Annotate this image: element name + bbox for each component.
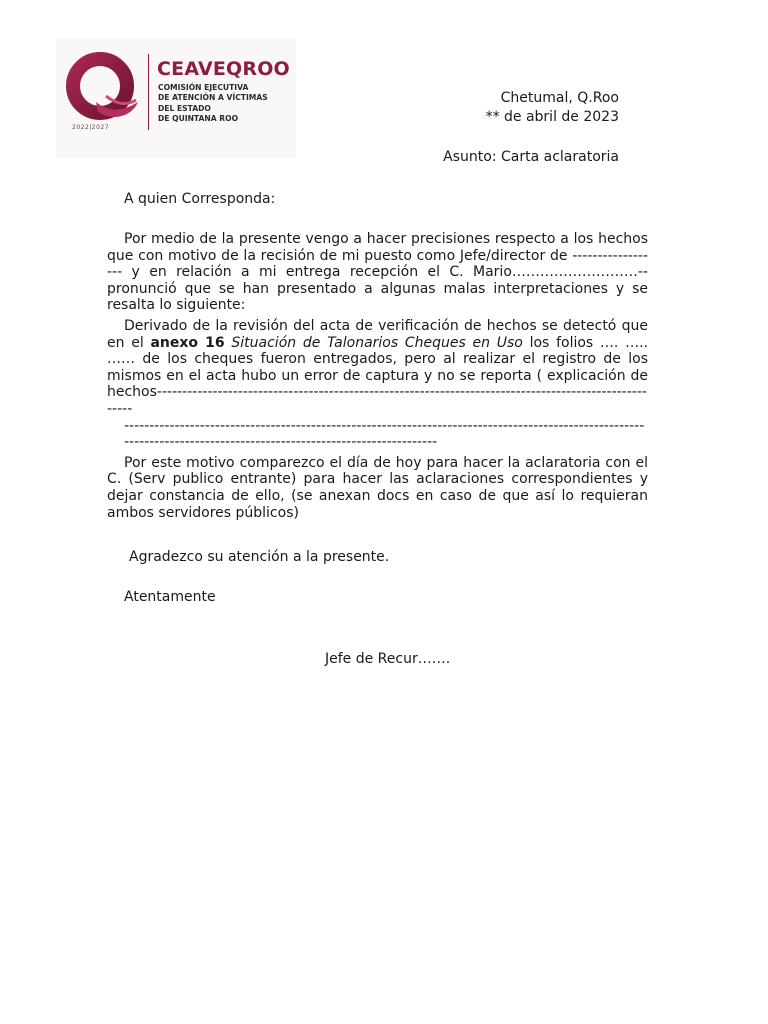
agency-logo [56,38,296,158]
paragraph-1: Por medio de la presente vengo a hacer precisiones respecto a los hechos que con motivo de la recisión de mi puesto como Jefe/director de ------------------ y en relación a mi entrega recepción el C. Mario………………………-- pronunció que se han presentado a algunas malas interpretaciones y se resalta lo siguiente: [107,231,648,314]
logo-subtitle-line: COMISIÓN EJECUTIVA [158,83,249,92]
logo-name: CEAVEQROO [157,58,290,80]
paragraph-3: Por este motivo comparezco el día de hoy para hacer la aclaratoria con el C. (Serv publico entrante) para hacer las aclaraciones correspondientes y dejar constancia de ello, (se anexan docs en caso de que así lo requieran ambos servidores públicos) [107,454,648,521]
logo-years: 2022|2027 [72,124,110,131]
thanks-line: Agradezco su atención a la presente. [129,549,390,565]
annex-title: Situación de Talonarios Cheques en Uso [231,334,523,351]
paragraph-2 [107,318,648,451]
letter-header [486,89,619,127]
logo-subtitle-line: DE ATENCIÓN A VÍCTIMAS [158,93,268,103]
place: Chetumal, Q.Roo [500,90,619,106]
signature-line: Jefe de Recur……. [325,651,451,667]
logo-subtitle-line: DE QUINTANA ROO [158,114,239,124]
date: ** de abril de 2023 [485,109,619,125]
annex-number: anexo 16 [150,334,225,351]
logo-divider [148,54,149,130]
logo-subtitle-line: DEL ESTADO [158,103,211,113]
dash-line: ------------------------------------------------------------------------------------------------------- [124,417,645,434]
paragraph-2-intro: Derivado de la revisión del acta de verificación de hechos se detectó que en el [107,317,648,351]
logo-subtitle [158,83,268,125]
dash-filler: ------------------------------------------------------------------------------------------------------ [107,384,647,417]
q-emblem-icon [66,52,140,134]
letter-body [107,231,648,525]
salutation: A quien Corresponda: [124,191,276,207]
subject-line: Asunto: Carta aclaratoria [443,149,619,165]
paragraph-2-rest: los folios …. ….. …… de los cheques fueron entregados, pero al realizar el registro de los mismos en el acta hubo un error de captura y no se reporta ( explicación de hechos [107,334,649,401]
closing-line: Atentamente [124,589,216,605]
dash-line: -------------------------------------------------------------- [124,434,438,451]
